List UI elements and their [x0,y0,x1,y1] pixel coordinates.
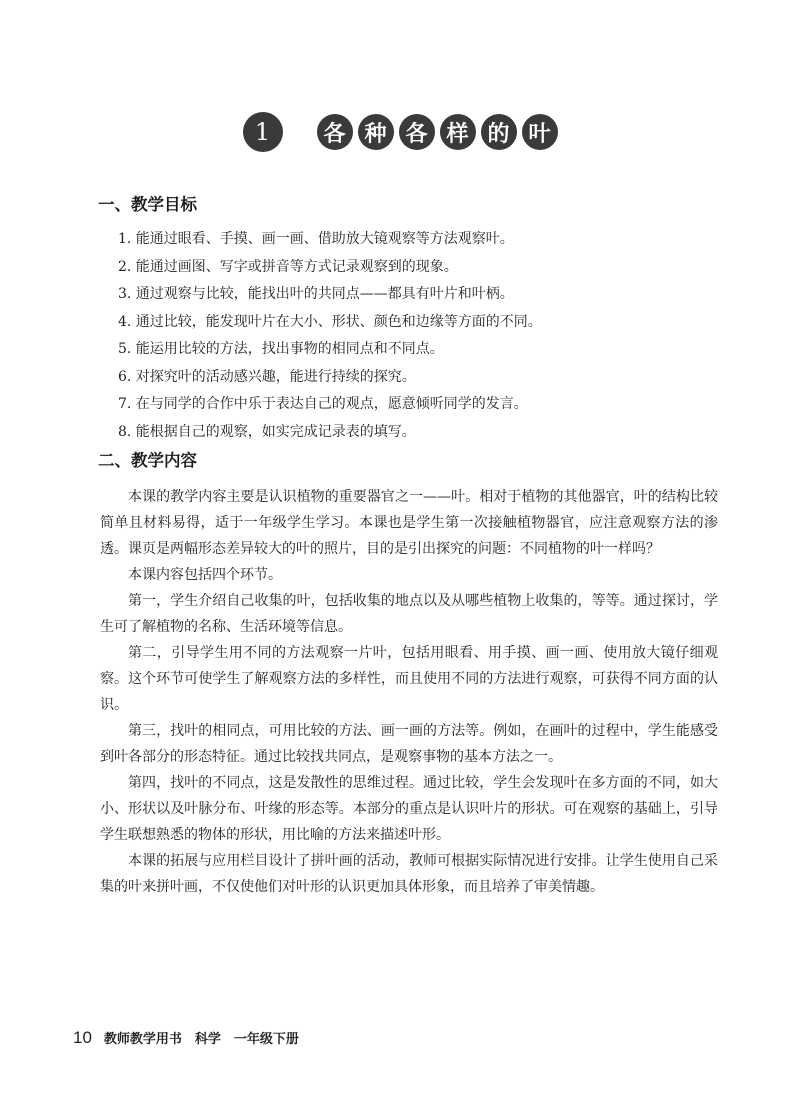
footer-book-title: 教师教学用书 科学 一年级下册 [103,1032,299,1047]
title-char: 的 [481,114,517,150]
paragraph: 第三，找叶的相同点，可用比较的方法、画一画的方法等。例如，在画叶的过程中，学生能感受到叶各部分的形态特征。通过比较找共同点，是观察事物的基本方法之一。 [100,723,718,765]
title-char: 样 [440,114,476,150]
paragraph: 本课的拓展与应用栏目设计了拼叶画的活动，教师可根据实际情况进行安排。让学生使用自己采集的叶来拼叶画，不仅使他们对叶形的认识更加具体形象，而且培养了审美情趣。 [100,853,718,895]
paragraph: 第二，引导学生用不同的方法观察一片叶，包括用眼看、用手摸、画一画、使用放大镜仔细观察。这个环节可使学生了解观察方法的多样性，而且使用不同的方法进行观察，可获得不同方面的认识。 [100,645,718,713]
goal-item: 6. 对探究叶的活动感兴趣，能进行持续的探究。 [118,368,416,385]
title-char: 各 [399,114,435,150]
paragraph: 第一，学生介绍自己收集的叶，包括收集的地点以及从哪些植物上收集的，等等。通过探讨，学生可了解植物的名称、生活环境等信息。 [100,593,718,635]
section-heading-content: 二、教学内容 [98,451,197,470]
title-char: 叶 [522,114,558,150]
title-char: 各 [317,114,353,150]
goal-item: 8. 能根据自己的观察，如实完成记录表的填写。 [118,423,416,440]
goal-item: 5. 能运用比较的方法，找出事物的相同点和不同点。 [118,341,444,357]
goal-item: 7. 在与同学的合作中乐于表达自己的观点，愿意倾听同学的发言。 [118,396,528,412]
goal-list [118,226,718,446]
paragraph: 本课内容包括四个环节。 [128,567,282,583]
goal-item: 4. 通过比较，能发现叶片在大小、形状、颜色和边缘等方面的不同。 [118,313,542,330]
title-char: 种 [358,114,394,150]
goal-item: 2. 能通过画图、写字或拼音等方式记录观察到的现象。 [118,258,458,275]
goal-item: 3. 通过观察与比较，能找出叶的共同点——都具有叶片和叶柄。 [118,286,514,302]
paragraph: 本课的教学内容主要是认识植物的重要器官之一——叶。相对于植物的其他器官，叶的结构比较简单且材料易得，适于一年级学生学习。本课也是学生第一次接触植物器官，应注意观察方法的渗透。课页是两幅形态差异较大的叶的照片，目的是引出探究的问题：不同植物的叶一样吗？ [100,489,718,557]
lesson-title [0,112,800,152]
lesson-number-badge: 1 [243,112,283,152]
page-number: 10 [73,1028,92,1047]
content-body [100,484,718,900]
paragraph: 第四，找叶的不同点，这是发散性的思维过程。通过比较，学生会发现叶在多方面的不同，如大小、形状以及叶脉分布、叶缘的形态等。本部分的重点是认识叶片的形状。可在观察的基础上，引导学生联想熟悉的物体的形状，用比喻的方法来描述叶形。 [100,775,718,843]
lesson-title-chars [317,114,558,150]
section-heading-goals: 一、教学目标 [98,195,197,214]
goal-item: 1. 能通过眼看、手摸、画一画、借助放大镜观察等方法观察叶。 [118,231,514,247]
page-footer [73,1028,299,1048]
